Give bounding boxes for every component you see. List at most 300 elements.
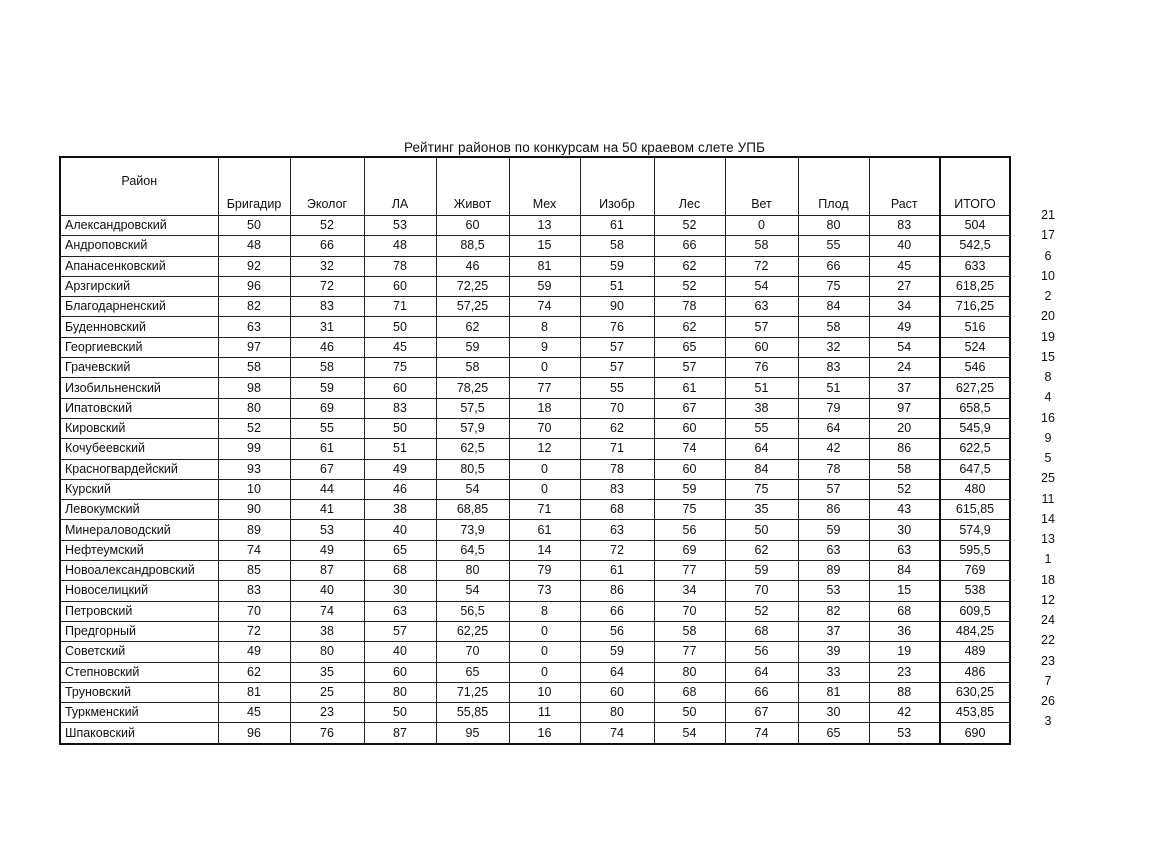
rank-value: 10 — [1041, 268, 1055, 283]
score-cell: 61 — [654, 378, 725, 398]
rating-table — [59, 156, 1011, 745]
score-cell: 53 — [869, 723, 940, 744]
score-cell: 75 — [364, 358, 436, 378]
score-cell: 25 — [290, 682, 364, 702]
score-cell: 97 — [869, 398, 940, 418]
score-cell: 9 — [509, 337, 580, 357]
score-cell: 55 — [798, 236, 869, 256]
total-cell: 658,5 — [940, 398, 1010, 418]
score-cell: 80,5 — [436, 459, 509, 479]
score-cell: 66 — [290, 236, 364, 256]
score-cell: 93 — [218, 459, 290, 479]
score-cell: 49 — [290, 540, 364, 560]
district-name: Красногвардейский — [60, 459, 218, 479]
score-cell: 37 — [798, 621, 869, 641]
score-cell: 87 — [290, 561, 364, 581]
score-cell: 83 — [580, 479, 654, 499]
score-cell: 75 — [798, 276, 869, 296]
score-cell: 14 — [509, 540, 580, 560]
score-cell: 61 — [509, 520, 580, 540]
score-cell: 71 — [580, 439, 654, 459]
score-cell: 48 — [364, 236, 436, 256]
header-cell: Эколог — [290, 157, 364, 216]
table-row — [60, 561, 1010, 581]
district-name: Арзгирский — [60, 276, 218, 296]
total-cell: 633 — [940, 256, 1010, 276]
score-cell: 63 — [218, 317, 290, 337]
score-cell: 50 — [364, 418, 436, 438]
header-cell: Плод — [798, 157, 869, 216]
score-cell: 57 — [364, 621, 436, 641]
score-cell: 49 — [218, 642, 290, 662]
score-cell: 49 — [364, 459, 436, 479]
score-cell: 40 — [290, 581, 364, 601]
total-cell: 595,5 — [940, 540, 1010, 560]
score-cell: 63 — [580, 520, 654, 540]
table-row — [60, 479, 1010, 499]
score-cell: 58 — [798, 317, 869, 337]
score-cell: 78 — [798, 459, 869, 479]
district-name: Новоалександровский — [60, 561, 218, 581]
score-cell: 54 — [869, 337, 940, 357]
score-cell: 70 — [654, 601, 725, 621]
score-cell: 41 — [290, 500, 364, 520]
score-cell: 57 — [725, 317, 798, 337]
score-cell: 50 — [218, 216, 290, 236]
score-cell: 24 — [869, 358, 940, 378]
score-cell: 46 — [364, 479, 436, 499]
rank-value: 16 — [1041, 410, 1055, 425]
score-cell: 43 — [869, 500, 940, 520]
rank-value: 23 — [1041, 653, 1055, 668]
score-cell: 38 — [364, 500, 436, 520]
table-body — [60, 216, 1010, 744]
score-cell: 72 — [218, 621, 290, 641]
score-cell: 62,25 — [436, 621, 509, 641]
score-cell: 56 — [654, 520, 725, 540]
score-cell: 78 — [364, 256, 436, 276]
score-cell: 88 — [869, 682, 940, 702]
rank-value: 8 — [1044, 370, 1052, 384]
score-cell: 66 — [654, 236, 725, 256]
score-cell: 84 — [869, 561, 940, 581]
score-cell: 23 — [290, 703, 364, 723]
score-cell: 59 — [580, 256, 654, 276]
score-cell: 68,85 — [436, 500, 509, 520]
score-cell: 64 — [798, 418, 869, 438]
rank-value: 4 — [1044, 390, 1052, 405]
score-cell: 60 — [364, 662, 436, 682]
score-cell: 38 — [725, 398, 798, 418]
score-cell: 63 — [869, 540, 940, 560]
table-row — [60, 601, 1010, 621]
district-name: Георгиевский — [60, 337, 218, 357]
score-cell: 0 — [509, 662, 580, 682]
table-row — [60, 723, 1010, 744]
rank-value: 3 — [1044, 714, 1052, 729]
total-cell: 489 — [940, 642, 1010, 662]
score-cell: 74 — [218, 540, 290, 560]
score-cell: 18 — [509, 398, 580, 418]
score-cell: 78,25 — [436, 378, 509, 398]
score-cell: 71 — [509, 500, 580, 520]
score-cell: 80 — [436, 561, 509, 581]
score-cell: 95 — [436, 723, 509, 744]
table-row — [60, 337, 1010, 357]
total-cell: 716,25 — [940, 297, 1010, 317]
score-cell: 60 — [580, 682, 654, 702]
header-row — [60, 157, 1010, 216]
district-name: Новоселицкий — [60, 581, 218, 601]
table-row — [60, 682, 1010, 702]
table-row — [60, 276, 1010, 296]
score-cell: 31 — [290, 317, 364, 337]
district-name: Петровский — [60, 601, 218, 621]
score-cell: 97 — [218, 337, 290, 357]
score-cell: 55 — [290, 418, 364, 438]
page-title: Рейтинг районов по конкурсам на 50 краевом слете УПБ — [403, 140, 766, 155]
score-cell: 59 — [725, 561, 798, 581]
score-cell: 78 — [654, 297, 725, 317]
table-row — [60, 418, 1010, 438]
total-cell: 609,5 — [940, 601, 1010, 621]
score-cell: 48 — [218, 236, 290, 256]
score-cell: 40 — [364, 642, 436, 662]
total-cell: 690 — [940, 723, 1010, 744]
score-cell: 20 — [869, 418, 940, 438]
score-cell: 58 — [580, 236, 654, 256]
rank-value: 5 — [1044, 451, 1052, 465]
score-cell: 65 — [654, 337, 725, 357]
header-rayon: Район — [60, 157, 218, 216]
score-cell: 66 — [580, 601, 654, 621]
score-cell: 37 — [869, 378, 940, 398]
score-cell: 38 — [290, 621, 364, 641]
score-cell: 23 — [869, 662, 940, 682]
score-cell: 40 — [364, 520, 436, 540]
score-cell: 62 — [580, 418, 654, 438]
header-cell: ИТОГО — [940, 157, 1010, 216]
score-cell: 62 — [725, 540, 798, 560]
score-cell: 27 — [869, 276, 940, 296]
district-name: Изобильненский — [60, 378, 218, 398]
score-cell: 49 — [869, 317, 940, 337]
score-cell: 51 — [364, 439, 436, 459]
district-name: Нефтеумский — [60, 540, 218, 560]
score-cell: 78 — [580, 459, 654, 479]
score-cell: 65 — [436, 662, 509, 682]
rank-value: 12 — [1041, 592, 1055, 607]
score-cell: 96 — [218, 276, 290, 296]
table-row — [60, 500, 1010, 520]
score-cell: 96 — [218, 723, 290, 744]
score-cell: 58 — [218, 358, 290, 378]
district-name: Апанасенковский — [60, 256, 218, 276]
score-cell: 50 — [364, 317, 436, 337]
score-cell: 98 — [218, 378, 290, 398]
score-cell: 34 — [869, 297, 940, 317]
score-cell: 72 — [290, 276, 364, 296]
score-cell: 64 — [725, 662, 798, 682]
score-cell: 82 — [218, 297, 290, 317]
score-cell: 77 — [654, 642, 725, 662]
score-cell: 59 — [580, 642, 654, 662]
score-cell: 67 — [290, 459, 364, 479]
score-cell: 12 — [509, 439, 580, 459]
score-cell: 83 — [364, 398, 436, 418]
total-cell: 480 — [940, 479, 1010, 499]
rank-value: 11 — [1041, 491, 1055, 506]
header-cell: Вет — [725, 157, 798, 216]
table-row — [60, 398, 1010, 418]
table-row — [60, 317, 1010, 337]
score-cell: 40 — [869, 236, 940, 256]
score-cell: 81 — [509, 256, 580, 276]
score-cell: 76 — [580, 317, 654, 337]
score-cell: 75 — [725, 479, 798, 499]
district-name: Курский — [60, 479, 218, 499]
score-cell: 30 — [869, 520, 940, 540]
score-cell: 72 — [725, 256, 798, 276]
rank-value: 7 — [1044, 673, 1052, 688]
score-cell: 83 — [869, 216, 940, 236]
score-cell: 82 — [798, 601, 869, 621]
score-cell: 34 — [654, 581, 725, 601]
score-cell: 80 — [580, 703, 654, 723]
score-cell: 90 — [218, 500, 290, 520]
table-row — [60, 662, 1010, 682]
score-cell: 64,5 — [436, 540, 509, 560]
score-cell: 70 — [436, 642, 509, 662]
score-cell: 50 — [364, 703, 436, 723]
score-cell: 58 — [290, 358, 364, 378]
score-cell: 0 — [509, 621, 580, 641]
score-cell: 74 — [654, 439, 725, 459]
score-cell: 80 — [798, 216, 869, 236]
total-cell: 486 — [940, 662, 1010, 682]
score-cell: 70 — [580, 398, 654, 418]
score-cell: 58 — [725, 236, 798, 256]
score-cell: 60 — [364, 378, 436, 398]
score-cell: 56 — [580, 621, 654, 641]
score-cell: 68 — [869, 601, 940, 621]
score-cell: 69 — [654, 540, 725, 560]
score-cell: 66 — [725, 682, 798, 702]
table-row — [60, 621, 1010, 641]
table-row — [60, 642, 1010, 662]
district-name: Советский — [60, 642, 218, 662]
total-cell: 545,9 — [940, 418, 1010, 438]
score-cell: 61 — [580, 216, 654, 236]
score-cell: 83 — [290, 297, 364, 317]
header-cell: Мех — [509, 157, 580, 216]
district-name: Левокумский — [60, 500, 218, 520]
score-cell: 52 — [290, 216, 364, 236]
header-cell: Раст — [869, 157, 940, 216]
score-cell: 59 — [798, 520, 869, 540]
header-cell: Бригадир — [218, 157, 290, 216]
score-cell: 45 — [364, 337, 436, 357]
score-cell: 68 — [725, 621, 798, 641]
score-cell: 83 — [798, 358, 869, 378]
total-cell: 524 — [940, 337, 1010, 357]
score-cell: 10 — [509, 682, 580, 702]
score-cell: 74 — [725, 723, 798, 744]
score-cell: 66 — [798, 256, 869, 276]
score-cell: 77 — [509, 378, 580, 398]
score-cell: 84 — [798, 297, 869, 317]
score-cell: 59 — [509, 276, 580, 296]
total-cell: 622,5 — [940, 439, 1010, 459]
score-cell: 11 — [509, 703, 580, 723]
score-cell: 80 — [218, 398, 290, 418]
table-row — [60, 358, 1010, 378]
score-cell: 36 — [869, 621, 940, 641]
district-name: Андроповский — [60, 236, 218, 256]
district-name: Минераловодский — [60, 520, 218, 540]
score-cell: 51 — [725, 378, 798, 398]
rank-value: 20 — [1041, 309, 1055, 324]
score-cell: 33 — [798, 662, 869, 682]
score-cell: 90 — [580, 297, 654, 317]
table-row — [60, 703, 1010, 723]
table-row — [60, 581, 1010, 601]
score-cell: 63 — [364, 601, 436, 621]
score-cell: 57 — [580, 337, 654, 357]
district-name: Предгорный — [60, 621, 218, 641]
score-cell: 80 — [290, 642, 364, 662]
score-cell: 13 — [509, 216, 580, 236]
score-cell: 60 — [654, 459, 725, 479]
score-cell: 80 — [654, 662, 725, 682]
score-cell: 59 — [290, 378, 364, 398]
score-cell: 81 — [218, 682, 290, 702]
header-cell: Лес — [654, 157, 725, 216]
score-cell: 52 — [869, 479, 940, 499]
table-row — [60, 236, 1010, 256]
score-cell: 44 — [290, 479, 364, 499]
rank-value: 26 — [1041, 694, 1055, 708]
total-cell: 630,25 — [940, 682, 1010, 702]
score-cell: 57,9 — [436, 418, 509, 438]
score-cell: 56,5 — [436, 601, 509, 621]
score-cell: 92 — [218, 256, 290, 276]
score-cell: 86 — [580, 581, 654, 601]
total-cell: 627,25 — [940, 378, 1010, 398]
score-cell: 72,25 — [436, 276, 509, 296]
score-cell: 68 — [364, 561, 436, 581]
score-cell: 76 — [725, 358, 798, 378]
total-cell: 618,25 — [940, 276, 1010, 296]
district-name: Туркменский — [60, 703, 218, 723]
score-cell: 57 — [654, 358, 725, 378]
score-cell: 55 — [725, 418, 798, 438]
rank-value: 9 — [1044, 430, 1052, 445]
table-row — [60, 520, 1010, 540]
score-cell: 59 — [654, 479, 725, 499]
score-cell: 45 — [869, 256, 940, 276]
score-cell: 0 — [509, 642, 580, 662]
score-cell: 52 — [218, 418, 290, 438]
score-cell: 71 — [364, 297, 436, 317]
score-cell: 0 — [509, 459, 580, 479]
score-cell: 32 — [798, 337, 869, 357]
score-cell: 58 — [869, 459, 940, 479]
score-cell: 64 — [725, 439, 798, 459]
score-cell: 63 — [798, 540, 869, 560]
score-cell: 46 — [290, 337, 364, 357]
score-cell: 75 — [654, 500, 725, 520]
score-cell: 45 — [218, 703, 290, 723]
score-cell: 86 — [869, 439, 940, 459]
score-cell: 73,9 — [436, 520, 509, 540]
score-cell: 50 — [654, 703, 725, 723]
total-cell: 615,85 — [940, 500, 1010, 520]
rank-value: 15 — [1041, 349, 1055, 364]
score-cell: 65 — [798, 723, 869, 744]
score-cell: 70 — [218, 601, 290, 621]
score-cell: 62 — [654, 256, 725, 276]
total-cell: 647,5 — [940, 459, 1010, 479]
score-cell: 69 — [290, 398, 364, 418]
district-name: Александровский — [60, 216, 218, 236]
score-cell: 62 — [218, 662, 290, 682]
total-cell: 574,9 — [940, 520, 1010, 540]
score-cell: 52 — [654, 216, 725, 236]
score-cell: 65 — [364, 540, 436, 560]
score-cell: 32 — [290, 256, 364, 276]
score-cell: 60 — [725, 337, 798, 357]
score-cell: 46 — [436, 256, 509, 276]
score-cell: 64 — [580, 662, 654, 682]
table-row — [60, 459, 1010, 479]
score-cell: 39 — [798, 642, 869, 662]
district-name: Кочубеевский — [60, 439, 218, 459]
header-cell: ЛА — [364, 157, 436, 216]
score-cell: 85 — [218, 561, 290, 581]
score-cell: 58 — [654, 621, 725, 641]
score-cell: 54 — [725, 276, 798, 296]
score-cell: 88,5 — [436, 236, 509, 256]
rank-value: 1 — [1044, 552, 1052, 567]
score-cell: 42 — [869, 703, 940, 723]
score-cell: 74 — [580, 723, 654, 744]
score-cell: 89 — [218, 520, 290, 540]
rank-value: 18 — [1041, 572, 1055, 587]
total-cell: 504 — [940, 216, 1010, 236]
score-cell: 42 — [798, 439, 869, 459]
score-cell: 50 — [725, 520, 798, 540]
score-cell: 68 — [580, 500, 654, 520]
table-row — [60, 216, 1010, 236]
score-cell: 87 — [364, 723, 436, 744]
score-cell: 57 — [580, 358, 654, 378]
district-name: Степновский — [60, 662, 218, 682]
district-name: Буденновский — [60, 317, 218, 337]
score-cell: 54 — [654, 723, 725, 744]
total-cell: 542,5 — [940, 236, 1010, 256]
score-cell: 0 — [509, 479, 580, 499]
score-cell: 53 — [364, 216, 436, 236]
score-cell: 72 — [580, 540, 654, 560]
rank-value: 25 — [1041, 471, 1055, 486]
score-cell: 57,25 — [436, 297, 509, 317]
score-cell: 79 — [509, 561, 580, 581]
district-name: Шпаковский — [60, 723, 218, 744]
score-cell: 77 — [654, 561, 725, 581]
header-cell: Живот — [436, 157, 509, 216]
total-cell: 546 — [940, 358, 1010, 378]
